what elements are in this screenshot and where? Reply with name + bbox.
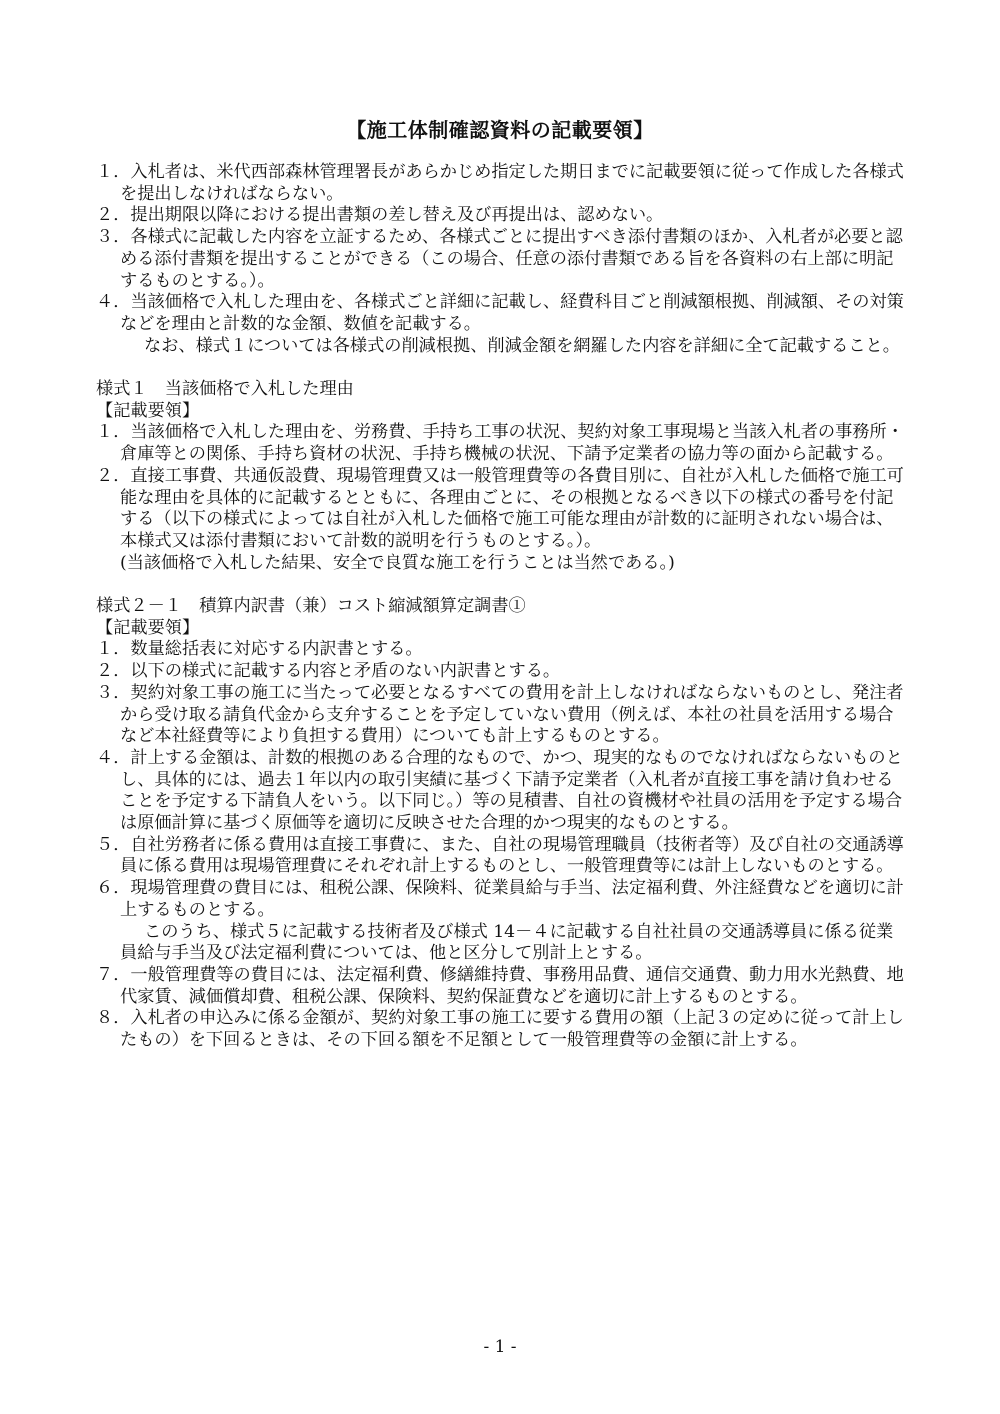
intro-section bbox=[96, 162, 908, 357]
intro-item: １．入札者は、米代西部森林管理署長があらかじめ指定した期日までに記載要領に従って作成した各様式を提出しなければならない。 bbox=[96, 162, 904, 204]
intro-note: なお、様式１については各様式の削減根拠、削減金額を網羅した内容を詳細に全て記載すること。 bbox=[144, 335, 900, 356]
intro-item: ２．提出期限以降における提出書類の差し替え及び再提出は、認めない。 bbox=[96, 205, 664, 226]
form2-heading: 様式２－１ 積算内訳書（兼）コスト縮減額算定調書① bbox=[96, 596, 526, 617]
form1-item: ２．直接工事費、共通仮設費、現場管理費又は一般管理費等の各費目別に、自社が入札した価格で施工可能な理由を具体的に記載するとともに、各理由ごとに、その根拠となるべき以下の様式の番号を付記する（以下の様式によっては自社が入札した価格で施工可能な理由が計数的に証明されない場合は、本様式又は添付書類において計数的説明を行うものとする。）。 bbox=[96, 465, 904, 551]
form2-item: ３．契約対象工事の施工に当たって必要となるすべての費用を計上しなければならないものとし、発注者から受け取る請負代金から支弁することを予定していない費用（例えば、本社の社員を活用する場合など本社経費等により負担する費用）についても計上するものとする。 bbox=[96, 682, 904, 747]
form1-item: １．当該価格で入札した理由を、労務費、手持ち工事の状況、契約対象工事現場と当該入札者の事務所・倉庫等との関係、手持ち資材の状況、手持ち機械の状況、下請予定業者の協力等の面から記載する。 bbox=[96, 422, 904, 465]
form1-note: (当該価格で入札した結果、安全で良質な施工を行うことは当然である。) bbox=[120, 552, 675, 573]
form2-item: ８．入札者の申込みに係る金額が、契約対象工事の施工に要する費用の額（上記３の定めに従って計上したもの）を下回るときは、その下回る額を不足額として一般管理費等の金額に計上する。 bbox=[96, 1008, 904, 1051]
page-title: 【施工体制確認資料の記載要領】 bbox=[346, 118, 654, 142]
form2-item: ６．現場管理費の費目には、租税公課、保険料、従業員給与手当、法定福利費、外注経費などを適切に計上するものとする。 bbox=[96, 878, 904, 920]
form2-item: ７．一般管理費等の費目には、法定福利費、修繕維持費、事務用品費、通信交通費、動力用水光熱費、地代家賃、減価償却費、租税公課、保険料、契約保証費などを適切に計上するものとする。 bbox=[96, 964, 904, 1007]
form1-heading: 様式１ 当該価格で入札した理由 bbox=[96, 379, 354, 400]
page-number: - 1 - bbox=[483, 1337, 517, 1357]
form2-item: ２．以下の様式に記載する内容と矛盾のない内訳書とする。 bbox=[96, 661, 561, 682]
form2-item: １．数量総括表に対応する内訳書とする。 bbox=[96, 639, 423, 660]
document-body bbox=[96, 162, 908, 1052]
intro-item: ４．当該価格で入札した理由を、各様式ごと詳細に記載し、経費科目ごと削減額根拠、削減額、その対策などを理由と計数的な金額、数値を記載する。 bbox=[96, 292, 904, 334]
form2-subheading: 【記載要領】 bbox=[96, 617, 200, 638]
form2-item6-note: このうち、様式５に記載する技術者及び様式 14－４に記載する自社社員の交通誘導員に係る従業員給与手当及び法定福利費については、他と区分して別計上とする。 bbox=[120, 921, 894, 964]
form1-subheading: 【記載要領】 bbox=[96, 400, 200, 421]
form2-section bbox=[96, 596, 908, 1052]
form2-item: ５．自社労務者に係る費用は直接工事費に、また、自社の現場管理職員（技術者等）及び自社の交通誘導員に係る費用は現場管理費にそれぞれ計上するものとし、一般管理費等には計上しないものとする。 bbox=[96, 834, 904, 877]
form2-item: ４．計上する金額は、計数的根拠のある合理的なもので、かつ、現実的なものでなければならないものとし、具体的には、過去１年以内の取引実績に基づく下請予定業者（入札者が直接工事を請け負わせることを予定する下請負人をいう。以下同じ。）等の見積書、自社の資機材や社員の活用を予定する場合は原価計算に基づく原価等を適切に反映させた合理的かつ現実的なものとする。 bbox=[96, 747, 903, 834]
intro-item: ３．各様式に記載した内容を立証するため、各様式ごとに提出すべき添付書類のほか、入札者が必要と認める添付書類を提出することができる（この場合、任意の添付書類である旨を各資料の右上部に明記するものとする。）。 bbox=[96, 227, 903, 291]
form1-section bbox=[96, 379, 908, 574]
